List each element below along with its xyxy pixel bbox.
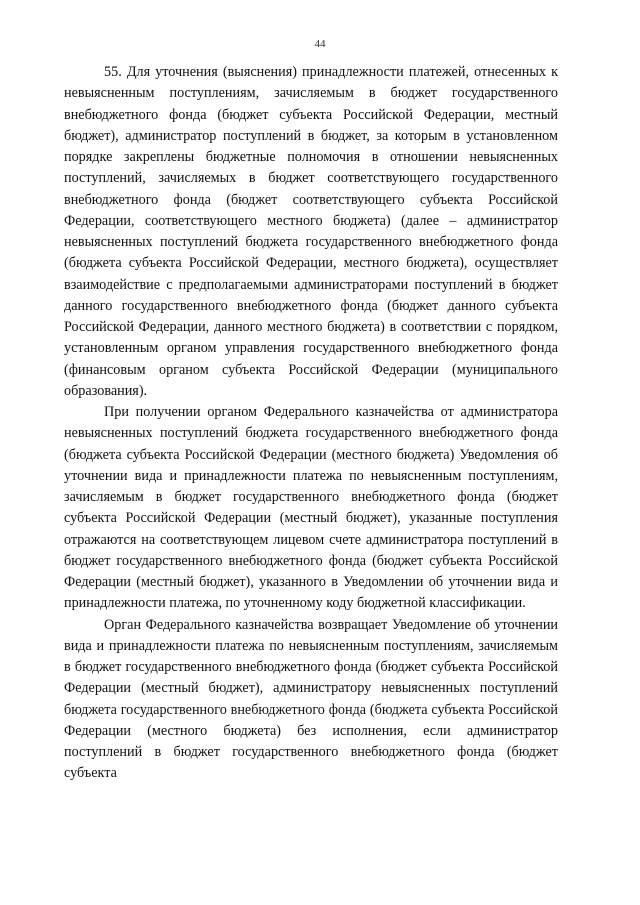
paragraph-treasury-receipt: При получении органом Федерального казначейства от администратора невыясненных поступлений бюджета государственного внебюджетного фонда (бюджета субъекта Российской Федерации (местного бюджета) Уведомления об уточнении вида и принадлежности платежа по невыясненным поступлениям, зачисляемым в бюджет государственного внебюджетного фонда (бюджет субъекта Российской Федерации (местный бюджет), указанные поступления отражаются на соответствующем лицевом счете администратора поступлений в бюджет государственного внебюджетного фонда (бюджет субъекта Российской Федерации (местный бюджет), указанного в Уведомлении об уточнении вида и принадлежности платежа, по уточненному коду бюджетной классификации. [64, 404, 558, 612]
page-number: 44 [314, 38, 326, 50]
document-body [64, 62, 558, 785]
paragraph-55: 55. Для уточнения (выяснения) принадлежности платежей, отнесенных к невыясненным поступлениям, зачисляемым в бюджет государственного внебюджетного фонда (бюджет субъекта Российской Федерации, местный бюджет), администратор поступлений в бюджет, за которым в установленном порядке закреплены бюджетные полномочия в отношении невыясненных поступлений, зачисляемых в бюджет соответствующего государственного внебюджетного фонда (бюджет соответствующего субъекта Российской Федерации, соответствующего местного бюджета) (далее – администратор невыясненных поступлений бюджета государственного внебюджетного фонда (бюджета субъекта Российской Федерации, местного бюджета), осуществляет взаимодействие с предполагаемыми администраторами поступлений в бюджет данного государственного внебюджетного фонда (бюджет данного субъекта Российской Федерации, данного местного бюджета) в соответствии с порядком, установленным органом управления государственного внебюджетного фонда (финансовым органом субъекта Российской Федерации (муниципального образования). [64, 64, 558, 399]
paragraph-treasury-return: Орган Федерального казначейства возвращает Уведомление об уточнении вида и принадлежности платежа по невыясненным поступлениям, зачисляемым в бюджет государственного внебюджетного фонда (бюджет субъекта Российской Федерации (местный бюджет), администратору невыясненных поступлений бюджета государственного внебюджетного фонда (бюджета субъекта Российской Федерации (местного бюджета) без исполнения, если администратор поступлений в бюджет государственного внебюджетного фонда (бюджет субъекта [64, 616, 558, 782]
